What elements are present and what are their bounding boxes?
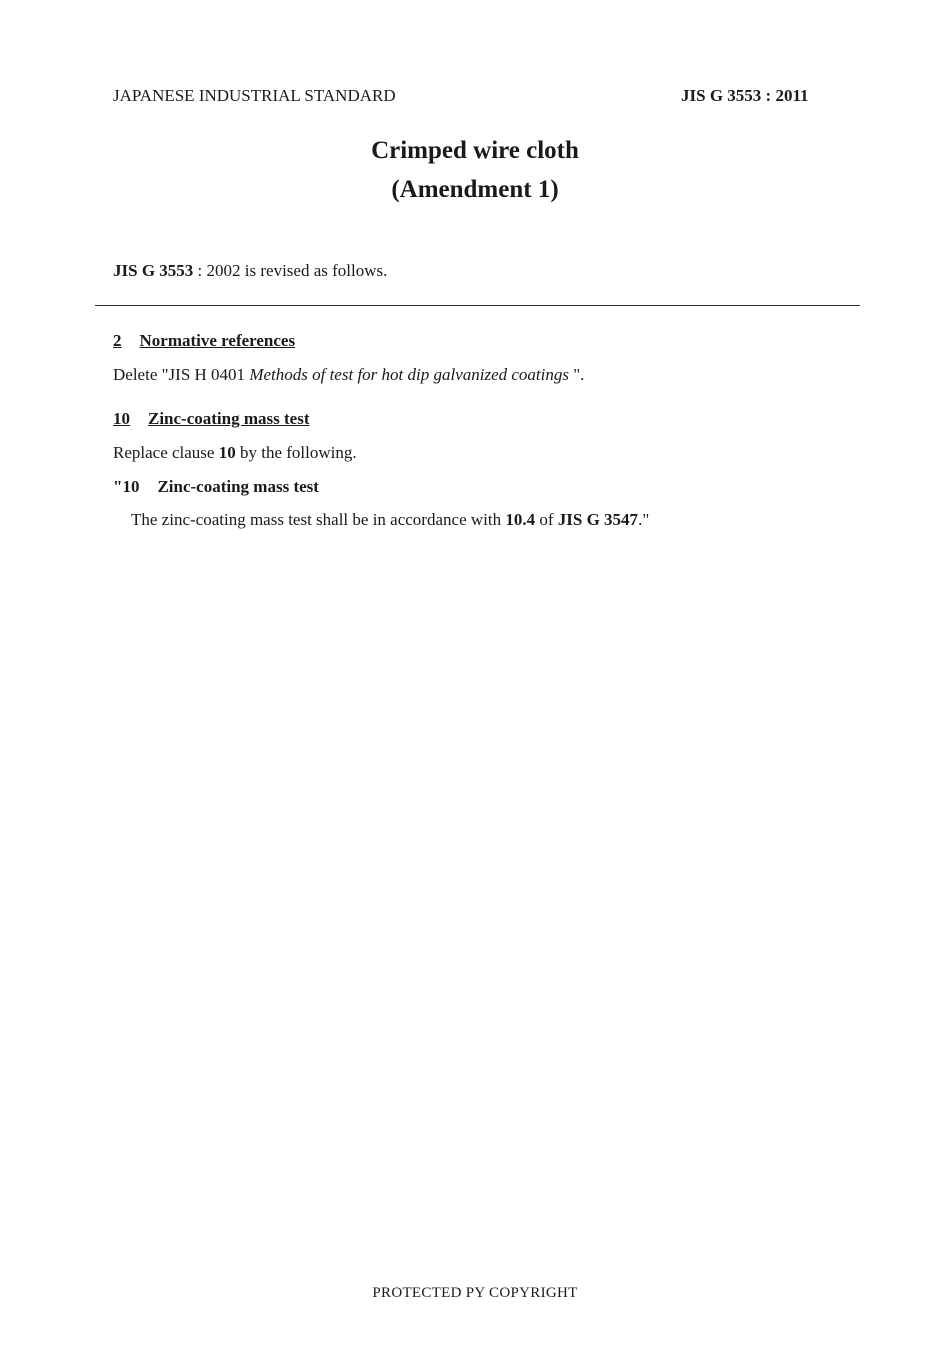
- revision-standard: JIS G 3553: [113, 261, 194, 280]
- section-number: 10: [113, 409, 130, 428]
- revision-statement: [113, 261, 387, 281]
- revision-text: : 2002 is revised as follows.: [193, 261, 388, 280]
- body-suffix: .": [638, 510, 650, 529]
- copyright-footer: PROTECTED PY COPYRIGHT: [372, 1285, 578, 1301]
- body-clause-ref: 10.4: [505, 510, 536, 529]
- document-title: Crimped wire cloth: [371, 137, 579, 164]
- section-title: Zinc-coating mass test: [148, 409, 310, 428]
- referenced-title: Methods of test for hot dip galvanized coatings: [249, 365, 569, 384]
- document-subtitle: (Amendment 1): [391, 176, 559, 203]
- quoted-number: "10: [113, 477, 140, 496]
- standard-category: JAPANESE INDUSTRIAL STANDARD: [113, 86, 396, 105]
- clause-ref: 10: [218, 443, 236, 462]
- body-mid: of: [535, 510, 558, 529]
- divider: [95, 305, 860, 306]
- body-standard-ref: JIS G 3547: [557, 510, 639, 529]
- text-suffix: ".: [568, 365, 585, 384]
- text-prefix: Replace clause: [113, 443, 219, 462]
- section-text-normative-references: [113, 365, 584, 385]
- standard-number: JIS G 3553 : 2011: [681, 86, 809, 105]
- section-heading-normative-references: [113, 331, 295, 351]
- replace-instruction: [113, 443, 357, 463]
- quoted-clause-heading: [113, 477, 319, 497]
- body-prefix: The zinc-coating mass test shall be in accordance with: [131, 510, 506, 529]
- text-suffix: by the following.: [235, 443, 357, 462]
- section-heading-zinc-coating: [113, 409, 309, 429]
- text-prefix: Delete "JIS H 0401: [113, 365, 250, 384]
- section-number: 2: [113, 331, 122, 350]
- section-title: Normative references: [139, 331, 296, 350]
- quoted-title: Zinc-coating mass test: [157, 477, 319, 496]
- quoted-clause-body: [131, 510, 649, 530]
